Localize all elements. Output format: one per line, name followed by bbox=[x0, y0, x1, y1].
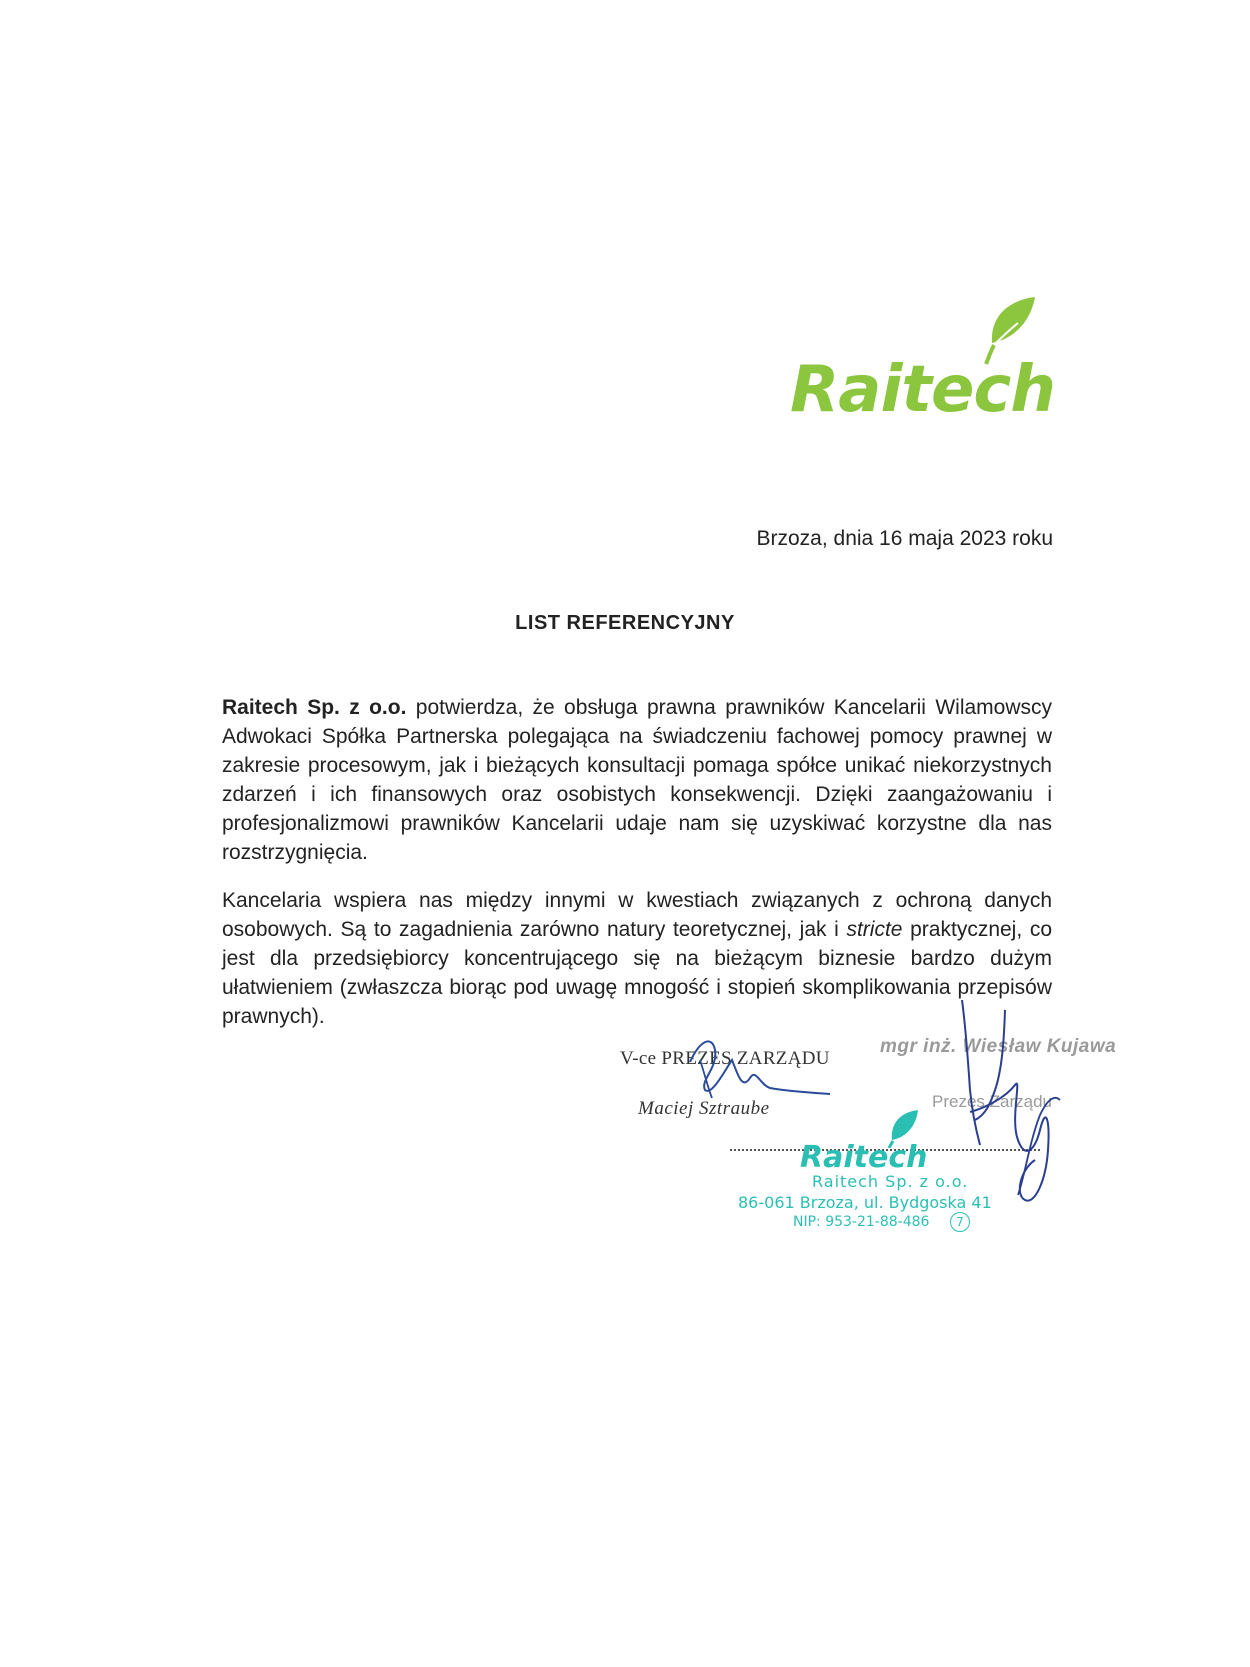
vice-president-role: V-ce PREZES ZARZĄDU bbox=[620, 1048, 830, 1069]
stamp-address: 86-061 Brzoza, ul. Bydgoska 41 bbox=[738, 1193, 992, 1212]
logo-text: Raitech bbox=[790, 353, 1055, 427]
stamp-logo: Raitech bbox=[800, 1140, 928, 1175]
company-logo bbox=[790, 295, 1055, 427]
paragraph-2 bbox=[222, 886, 1052, 1031]
stamp-number: 7 bbox=[950, 1212, 970, 1232]
president-name: mgr inż. Wiesław Kujawa bbox=[880, 1036, 1117, 1057]
company-name: Raitech Sp. z o.o. bbox=[222, 696, 407, 719]
vice-president-name: Maciej Sztraube bbox=[638, 1098, 770, 1119]
paragraph-2-end: praktycznej, co jest dla przedsiębiorcy koncentrującego się na bieżącym biznesie bardzo dużym ułatwieniem (zwłaszcza biorąc pod uwagę mnogość i stopień skomplikowania przepisów prawnych). bbox=[222, 918, 1052, 1028]
paragraph-2-start: Kancelaria wspiera nas między innymi w kwestiach związanych z ochroną danych osobowych. Są to zagadnienia zarówno natury teoretycznej, jak i bbox=[222, 889, 1052, 941]
stamp-nip: NIP: 953-21-88-486 bbox=[793, 1214, 930, 1230]
paragraph-1 bbox=[222, 693, 1052, 867]
paragraph-2-italic: stricte bbox=[846, 918, 903, 941]
paragraph-1-text: potwierdza, że obsługa prawna prawników Kancelarii Wilamowscy Adwokaci Spółka Partnerska polegająca na świadczeniu fachowej pomocy prawnej w zakresie procesowym, jak i bieżących konsultacji pomaga spółce unikać niekorzystnych zdarzeń i ich finansowych oraz osobistych konsekwencji. Dzięki zaangażowaniu i profesjonalizmowi prawników Kancelarii udaje nam się uzyskiwać korzystne dla nas rozstrzygnięcia. bbox=[222, 696, 1052, 864]
president-role: Prezes Zarządu bbox=[932, 1092, 1052, 1111]
letter-title: LIST REFERENCYJNY bbox=[515, 612, 735, 634]
letter-date: Brzoza, dnia 16 maja 2023 roku bbox=[756, 527, 1053, 550]
stamp-company: Raitech Sp. z o.o. bbox=[812, 1172, 969, 1191]
